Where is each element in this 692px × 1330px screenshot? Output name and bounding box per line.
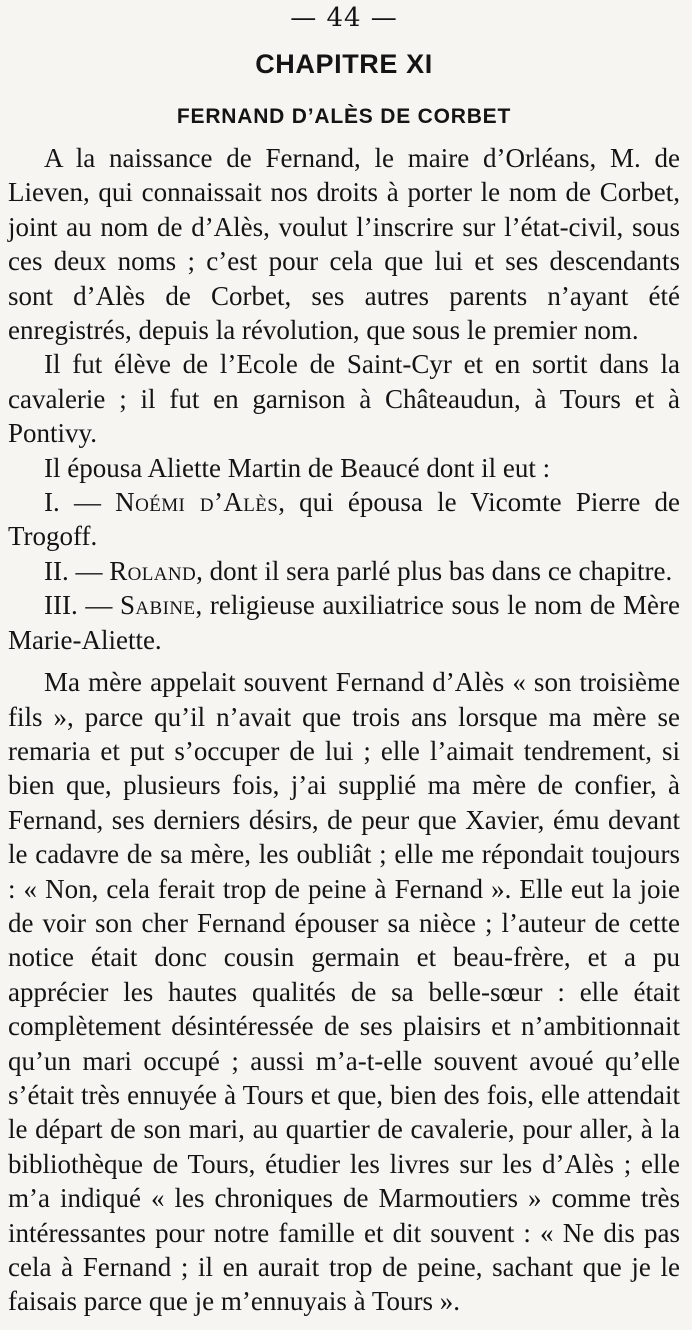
paragraph-military-career — [8, 347, 680, 450]
child-description: , qui épousa le Vicomte Pierre de Trogoff. — [8, 487, 680, 552]
page-number: — 44 — — [290, 3, 398, 33]
paragraph-family-memory — [8, 665, 680, 1319]
child-entry-noemi — [8, 485, 680, 554]
child-number: III. — — [44, 590, 120, 621]
child-number: I. — — [44, 487, 116, 518]
child-description: , dont il sera parlé plus bas dans ce chapitre. — [196, 555, 673, 586]
child-number: II. — — [44, 555, 110, 586]
child-name: Noémi d’Alès — [115, 487, 279, 518]
section-title: FERNAND D’ALÈS DE CORBET — [176, 105, 512, 128]
paragraph-text: Il épousa Aliette Martin de Beaucé dont il eut : — [44, 452, 551, 483]
child-name: Roland — [109, 555, 197, 586]
child-entry-sabine — [8, 588, 680, 657]
paragraph-text: Ma mère appelait souvent Fernand d’Alès « son troisième fils », parce qu’il n’avait que trois ans lorsque ma mère se remaria et put s’occuper de lui ; elle l’aimait tendrement, si bien que, plusieurs fois, j’ai supplié ma mère de confier, à Fernand, ses derniers désirs, de peur que Xavier, ému devant le cadavre de sa mère, les oubliât ; elle me répondait toujours : « Non, cela ferait trop de peine à Fernand ». Elle eut la joie de voir son cher Fernand épouser sa nièce ; l’auteur de cette notice était donc cousin germain et beau-frère, et a pu apprécier les hautes qualités de sa belle-sœur : elle était complètement désintéressée de ses plaisirs et n’ambitionnait qu’un mari occupé ; aussi m’a-t-elle souvent avoué qu’elle s’était très ennuyée à Tours et que, bien des fois, elle attendait le départ de son mari, au quartier de cavalerie, pour aller, à la bibliothèque de Tours, étudier les livres sur les d’Alès ; elle m’a indiqué « les chroniques de Marmoutiers » comme très intéressantes pour notre famille et dit souvent : « Ne dis pas cela à Fernand ; il en aurait trop de peine, sachant que je le faisais parce que je m’ennuyais à Tours ». — [8, 667, 680, 1317]
chapter-body — [8, 141, 680, 1319]
paragraph-text: A la naissance de Fernand, le maire d’Orléans, M. de Lieven, qui connaissait nos droits à porter le nom de Corbet, joint au nom de d’Alès, voulut l’inscrire sur l’état-civil, sous ces deux noms ; c’est pour cela que lui et ses descendants sont d’Alès de Corbet, ses autres parents n’ayant été enregistrés, depuis la révolution, que sous le premier nom. — [8, 143, 680, 346]
paragraph-marriage — [8, 451, 680, 485]
child-name: Sabine — [120, 590, 196, 621]
paragraph-birth-and-naming — [8, 141, 680, 347]
child-description: , religieuse auxiliatrice sous le nom de Mère Marie-Aliette. — [8, 590, 680, 655]
child-entry-roland — [8, 554, 680, 588]
chapter-title: CHAPITRE XI — [255, 49, 433, 79]
paragraph-text: Il fut élève de l’Ecole de Saint-Cyr et en sortit dans la cavalerie ; il fut en garnison à Châteaudun, à Tours et à Pontivy. — [8, 349, 680, 449]
